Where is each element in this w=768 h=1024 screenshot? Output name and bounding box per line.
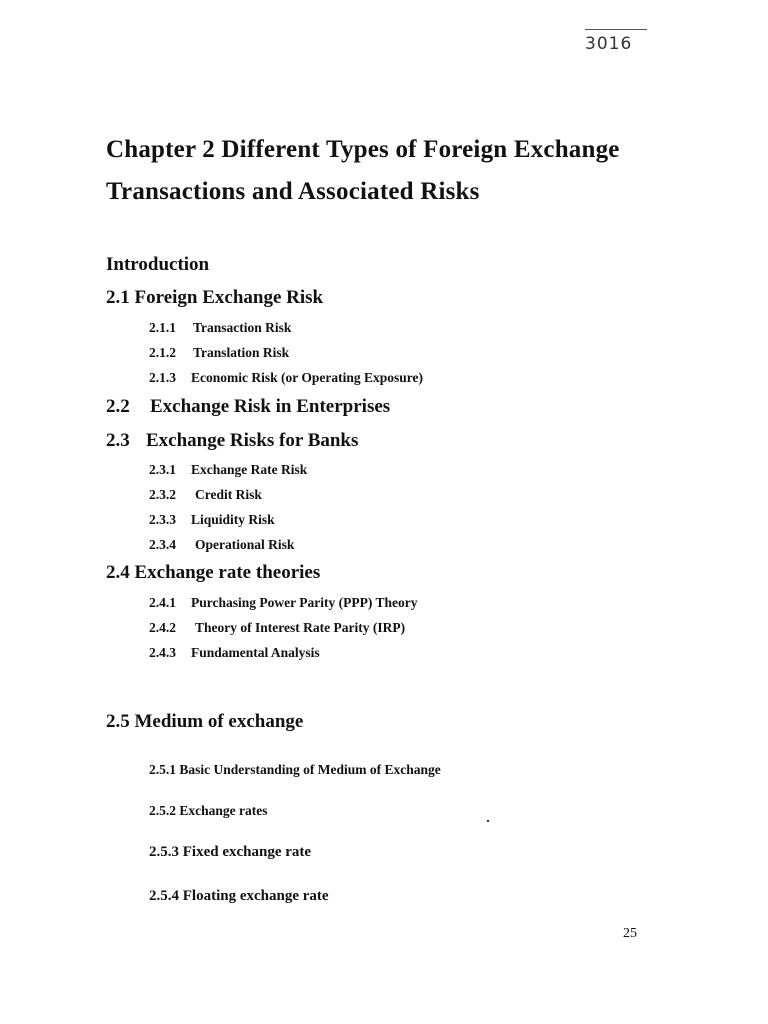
handwritten-overline (585, 29, 647, 30)
toc-item-2-4-1 (149, 595, 417, 611)
toc-section-2-5: 2.5 Medium of exchange (106, 711, 304, 732)
toc-number: 2.1.3 (149, 370, 176, 385)
toc-item-2-3-3 (149, 512, 275, 528)
toc-title: Economic Risk (or Operating Exposure) (191, 370, 424, 385)
toc-item-2-1-1 (149, 320, 291, 336)
toc-section-2-4: 2.4 Exchange rate theories (106, 562, 321, 583)
toc-section-2-3 (106, 430, 358, 452)
toc-number: 2.3.4 (149, 537, 176, 552)
toc-title: Theory of Interest Rate Parity (IRP) (195, 620, 406, 635)
toc-number: 2.3.1 (149, 462, 176, 477)
toc-item-2-3-1 (149, 462, 307, 478)
toc-item-2-1-3 (149, 370, 423, 386)
toc-title: Exchange Risks for Banks (146, 430, 359, 451)
toc-title: Operational Risk (195, 537, 295, 552)
toc-item-2-4-3 (149, 645, 320, 661)
toc-number: 2.3 (106, 430, 130, 451)
toc-item-2-1-2 (149, 345, 289, 361)
toc-item-2-5-2: 2.5.2 Exchange rates (149, 803, 268, 818)
toc-title: Purchasing Power Parity (PPP) Theory (191, 595, 418, 610)
toc-title: Exchange Rate Risk (191, 462, 308, 477)
toc-item-2-3-2 (149, 487, 262, 503)
toc-item-2-5-1: 2.5.1 Basic Understanding of Medium of Exchange (149, 762, 441, 777)
toc-item-2-5-3: 2.5.3 Fixed exchange rate (149, 844, 312, 860)
toc-title: Liquidity Risk (191, 512, 275, 527)
toc-title: Exchange Risk in Enterprises (150, 396, 391, 417)
toc-title: Credit Risk (195, 487, 262, 502)
toc-number: 2.1.2 (149, 345, 176, 360)
toc-number: 2.4.3 (149, 645, 176, 660)
chapter-title-line2: Transactions and Associated Risks (106, 178, 480, 205)
toc-number: 2.3.3 (149, 512, 176, 527)
toc-number: 2.4.2 (149, 620, 176, 635)
toc-title: Translation Risk (193, 345, 290, 360)
toc-item-2-4-2 (149, 620, 405, 636)
toc-introduction: Introduction (106, 254, 210, 275)
page-number: 25 (623, 926, 637, 941)
toc-title: Fundamental Analysis (191, 645, 320, 660)
handwritten-note: 3016 (585, 34, 633, 54)
toc-title: Transaction Risk (193, 320, 292, 335)
toc-item-2-3-4 (149, 537, 294, 553)
scan-speck (487, 820, 489, 822)
toc-number: 2.4.1 (149, 595, 176, 610)
chapter-title-line1: Chapter 2 Different Types of Foreign Exchange (106, 136, 620, 163)
toc-section-2-2 (106, 396, 390, 418)
toc-number: 2.1.1 (149, 320, 176, 335)
toc-number: 2.2 (106, 396, 130, 417)
toc-section-2-1: 2.1 Foreign Exchange Risk (106, 287, 324, 308)
toc-number: 2.3.2 (149, 487, 176, 502)
toc-item-2-5-4: 2.5.4 Floating exchange rate (149, 888, 329, 904)
